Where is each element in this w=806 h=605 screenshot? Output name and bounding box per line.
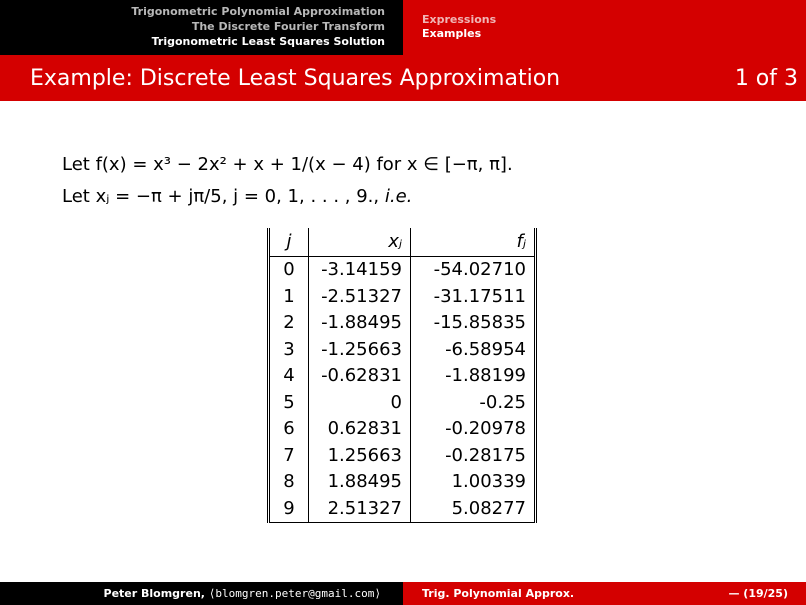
nav-section-trig-least-squares[interactable]: Trigonometric Least Squares Solution <box>151 35 385 48</box>
cell-fj: -54.02710 <box>433 259 526 280</box>
cell-j: 6 <box>270 416 309 443</box>
cell-xj: -1.88495 <box>309 310 411 337</box>
cell-j: 1 <box>270 284 309 311</box>
footer-page-number: — (19/25) <box>728 587 788 600</box>
frame-pager: 1 of 3 <box>734 66 798 91</box>
cell-fj: -1.88199 <box>445 365 526 386</box>
cell-xj: 1.88495 <box>309 469 411 496</box>
frame-title-bar <box>0 55 806 101</box>
cell-fj: 5.08277 <box>411 496 535 523</box>
ie-text: i.e. <box>384 186 413 207</box>
nav-section-trig-poly-approx[interactable]: Trigonometric Polynomial Approximation <box>131 5 385 18</box>
table-header-row <box>270 228 534 257</box>
header-j: j <box>270 228 309 257</box>
cell-fj: -0.25 <box>479 391 526 413</box>
cell-j: 8 <box>270 469 309 496</box>
table-row <box>270 284 534 311</box>
table-row <box>270 337 534 364</box>
cell-j: 3 <box>270 337 309 364</box>
nav-section-dft[interactable]: The Discrete Fourier Transform <box>191 20 385 33</box>
cell-fj: -0.28175 <box>445 444 526 466</box>
footer-author-block <box>0 582 403 605</box>
cell-fj: -31.17511 <box>433 285 526 307</box>
cell-j: 0 <box>270 257 309 284</box>
cell-fj: -0.20978 <box>445 418 526 439</box>
nav-subsection-examples[interactable]: Examples <box>422 27 482 40</box>
footer-title-block <box>403 582 806 605</box>
cell-xj: 0.62831 <box>309 416 411 443</box>
cell-fj: -15.85835 <box>433 312 526 333</box>
header-fj: fⱼ <box>411 228 535 257</box>
nav-subsection-expressions[interactable]: Expressions <box>422 13 497 26</box>
cell-j: 7 <box>270 443 309 470</box>
cell-xj: 0 <box>309 390 411 417</box>
cell-xj: -0.62831 <box>309 363 411 390</box>
cell-xj: -3.14159 <box>309 257 411 284</box>
footer-bar <box>0 582 806 605</box>
cell-xj: 1.25663 <box>309 443 411 470</box>
cell-j: 9 <box>270 496 309 523</box>
grid-points-line <box>62 186 412 208</box>
section-navigation <box>0 0 403 55</box>
cell-fj: 1.00339 <box>451 471 526 492</box>
definition-line: Let f(x) = x³ − 2x² + x + 1/(x − 4) for x ∈ [−π, π]. <box>62 154 513 175</box>
footer-short-title: Trig. Polynomial Approx. <box>422 587 575 600</box>
data-table <box>267 228 537 523</box>
table-row <box>270 390 534 417</box>
subsection-navigation <box>403 0 806 55</box>
cell-xj: 2.51327 <box>309 496 411 523</box>
table-row <box>270 363 534 390</box>
table-row <box>270 310 534 337</box>
table-row <box>270 416 534 443</box>
cell-fj: -6.58954 <box>445 338 526 360</box>
grid-points-text: Let xⱼ = −π + jπ/5, j = 0, 1, . . . , 9., <box>62 186 380 207</box>
header-xj: xⱼ <box>309 228 411 257</box>
cell-xj: -1.25663 <box>309 337 411 364</box>
cell-j: 2 <box>270 310 309 337</box>
cell-j: 5 <box>270 390 309 417</box>
cell-xj: -2.51327 <box>309 284 411 311</box>
table-row <box>270 443 534 470</box>
author-email: ⟨blomgren.peter@gmail.com⟩ <box>208 587 381 600</box>
footer-author <box>104 582 381 605</box>
cell-j: 4 <box>270 363 309 390</box>
table-row <box>270 257 534 284</box>
top-navigation-bar <box>0 0 806 55</box>
table-row <box>270 469 534 496</box>
table-row <box>270 496 534 523</box>
author-name: Peter Blomgren, <box>103 587 205 600</box>
frame-title: Example: Discrete Least Squares Approximation <box>30 66 561 91</box>
